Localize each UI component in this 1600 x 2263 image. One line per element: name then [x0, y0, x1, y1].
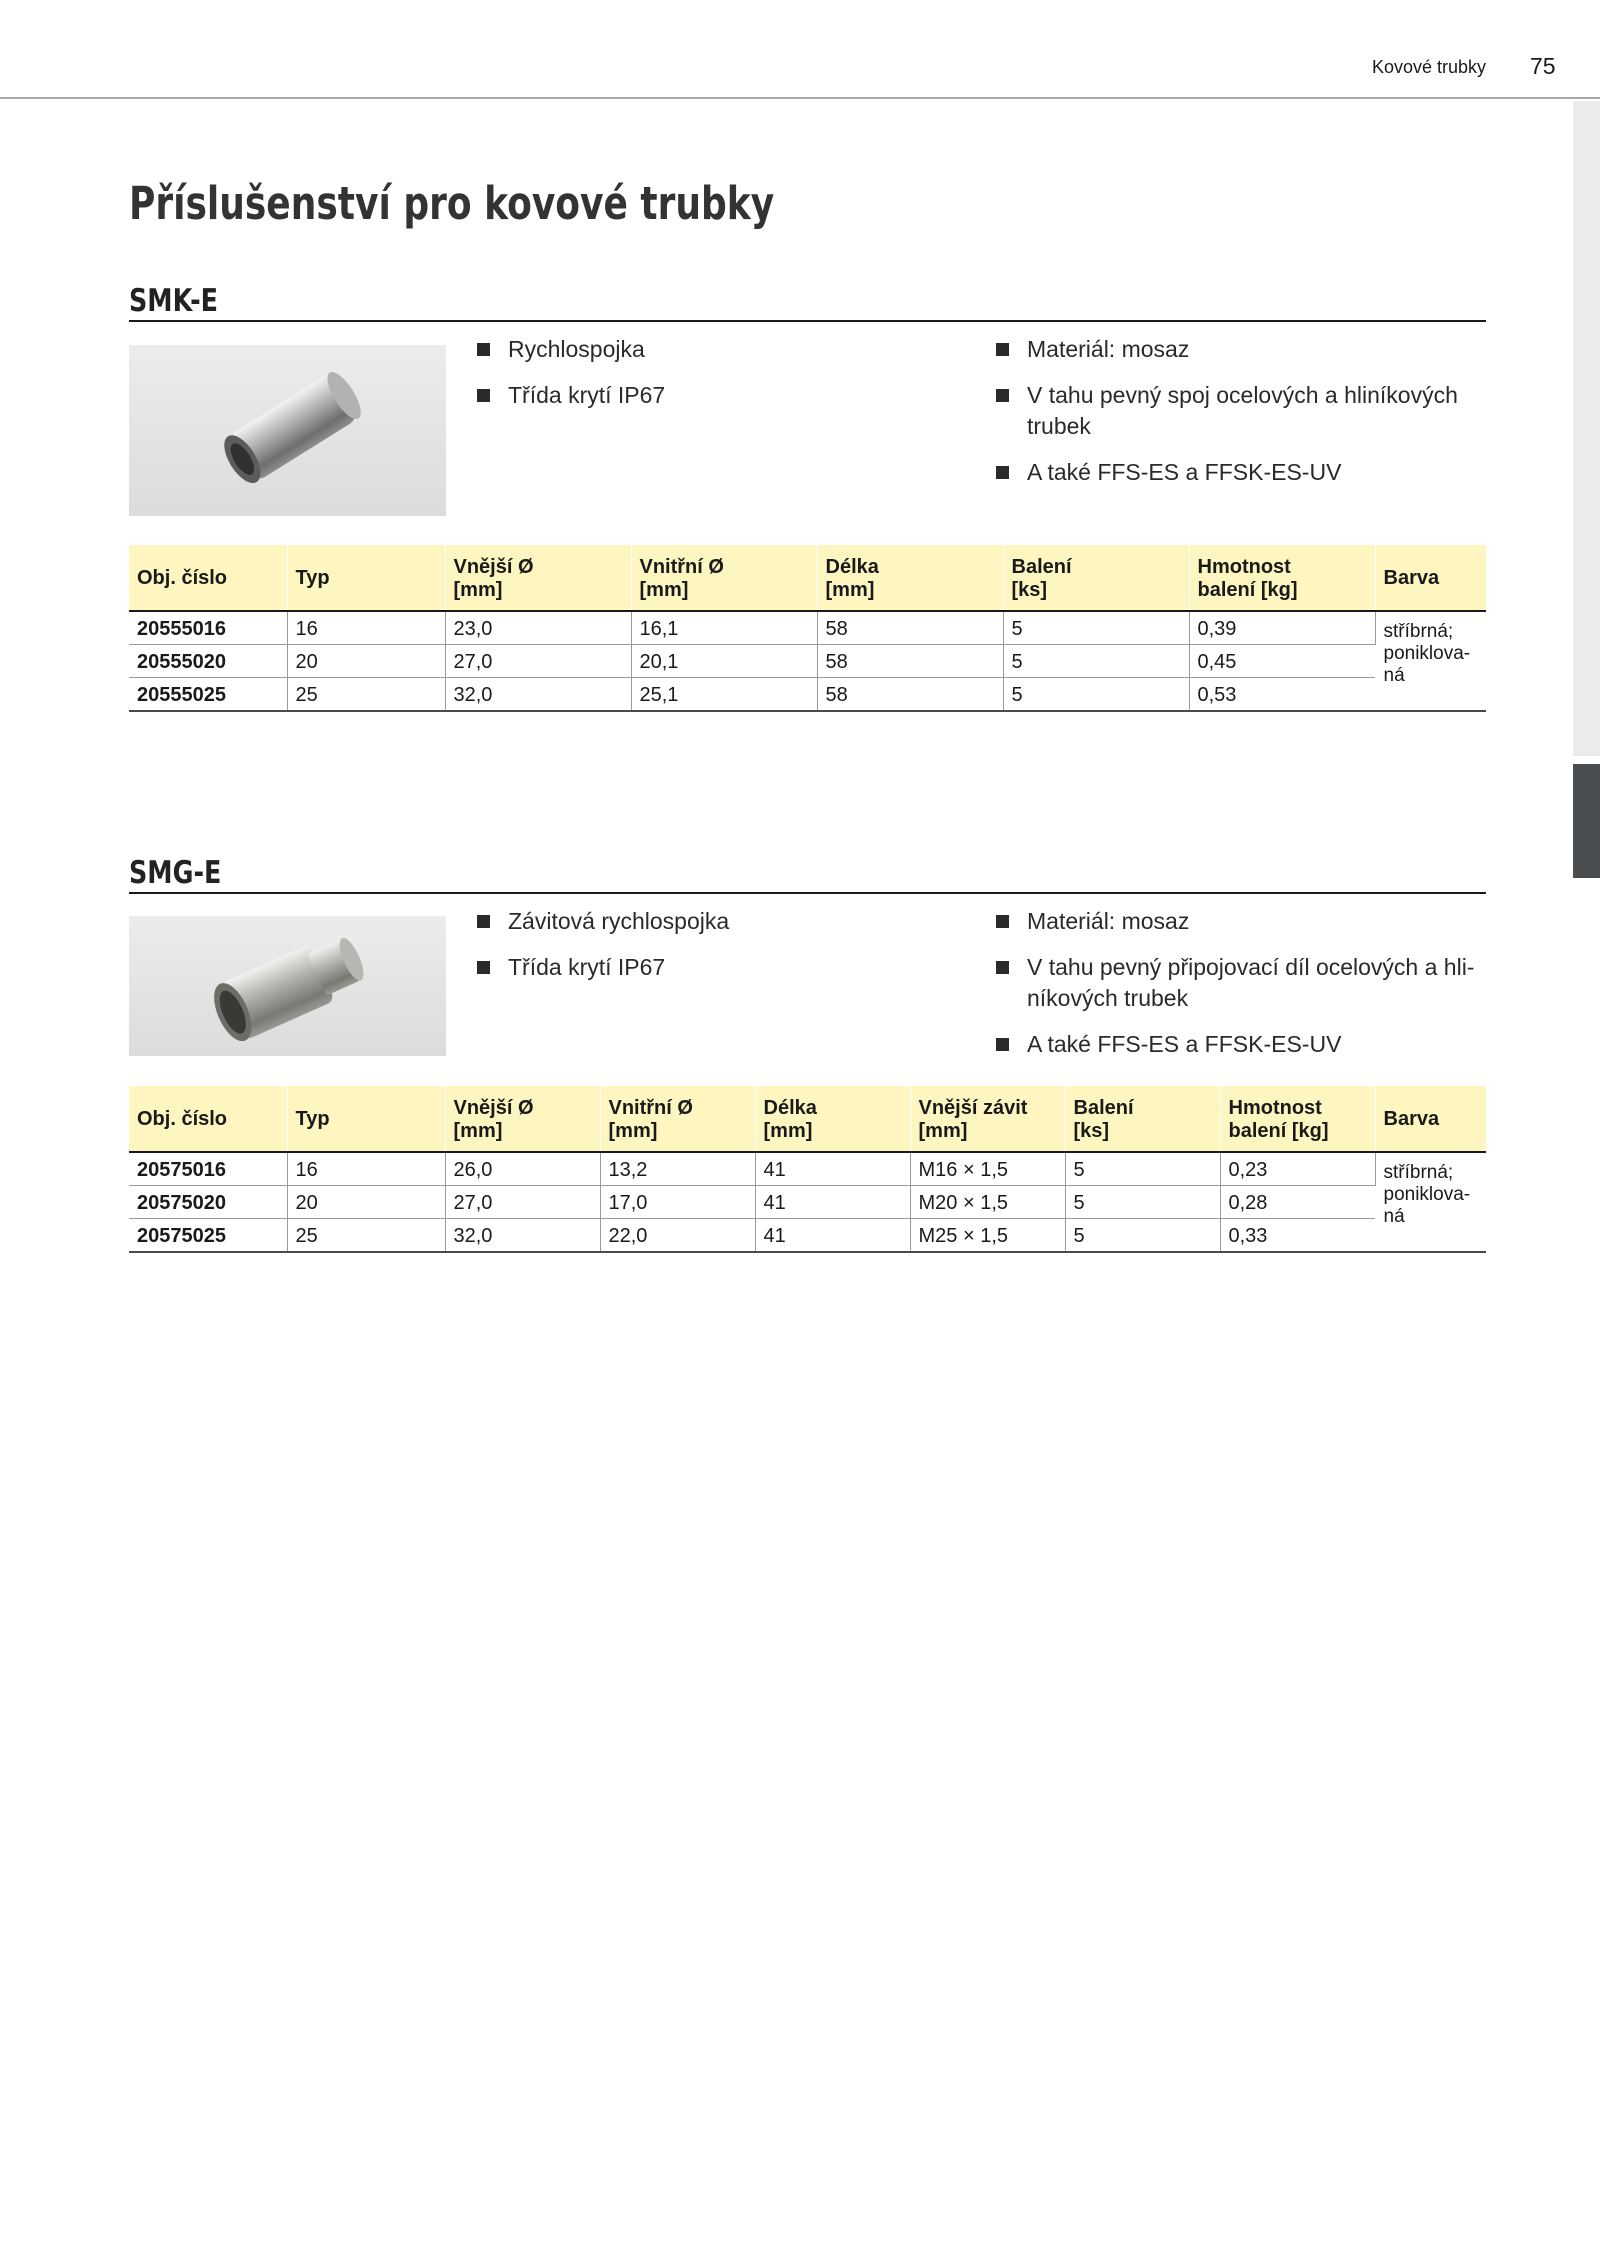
product-title-smg-e: SMG-E [129, 855, 222, 891]
table-cell: 16 [287, 1152, 445, 1186]
color-cell: stříbrná; poniklova- ná [1375, 1152, 1486, 1252]
table-header-row [129, 1086, 1486, 1152]
table-cell: 20 [287, 1186, 445, 1219]
order-number-cell: 20575016 [129, 1152, 287, 1186]
col-header: Vnější Ø [mm] [445, 545, 631, 611]
table-row [129, 678, 1486, 712]
table-cell: M20 × 1,5 [910, 1186, 1065, 1219]
table-cell: 32,0 [445, 1219, 600, 1253]
order-number-cell: 20555025 [129, 678, 287, 712]
table-cell: 58 [817, 678, 1003, 712]
section-divider [129, 892, 1486, 894]
col-header: Vnější závit [mm] [910, 1086, 1065, 1152]
square-bullet-icon [477, 961, 490, 974]
table-cell: M16 × 1,5 [910, 1152, 1065, 1186]
col-header: Vnější Ø [mm] [445, 1086, 600, 1152]
product-photo-smg-e [129, 916, 446, 1056]
side-tab-marker [1573, 764, 1600, 878]
table-cell: 25 [287, 678, 445, 712]
feature-item: Třída krytí IP67 [476, 952, 996, 983]
table-row [129, 611, 1486, 645]
feature-item: A také FFS-ES a FFSK-ES-UV [995, 457, 1491, 488]
table-cell: 5 [1065, 1219, 1220, 1253]
table-row [129, 645, 1486, 678]
col-header: Typ [287, 545, 445, 611]
table-cell: M25 × 1,5 [910, 1219, 1065, 1253]
side-tab-track [1573, 101, 1600, 756]
page-title: Příslušenství pro kovové trubky [129, 177, 775, 230]
table-cell: 41 [755, 1186, 910, 1219]
col-header: Obj. číslo [129, 545, 287, 611]
feature-item: Rychlospojka [476, 334, 996, 365]
table-cell: 5 [1003, 645, 1189, 678]
feature-item: Třída krytí IP67 [476, 380, 996, 411]
col-header: Obj. číslo [129, 1086, 287, 1152]
table-cell: 16,1 [631, 611, 817, 645]
table-cell: 32,0 [445, 678, 631, 712]
table-cell: 27,0 [445, 645, 631, 678]
col-header: Barva [1375, 545, 1486, 611]
table-row [129, 1219, 1486, 1253]
running-header-section: Kovové trubky [1371, 57, 1486, 77]
feature-item: Závitová rychlospojka [476, 906, 996, 937]
header-divider [0, 97, 1600, 99]
square-bullet-icon [996, 343, 1009, 356]
table-cell: 41 [755, 1219, 910, 1253]
table-row [129, 1152, 1486, 1186]
order-number-cell: 20575025 [129, 1219, 287, 1253]
table-cell: 0,23 [1220, 1152, 1375, 1186]
square-bullet-icon [996, 915, 1009, 928]
table-cell: 0,53 [1189, 678, 1375, 712]
table-cell: 16 [287, 611, 445, 645]
spec-table-smk-e [129, 545, 1486, 712]
col-header: Balení [ks] [1065, 1086, 1220, 1152]
order-number-cell: 20555016 [129, 611, 287, 645]
feature-item: V tahu pevný spoj ocelových a hliníkových trubek [995, 380, 1491, 442]
table-cell: 58 [817, 611, 1003, 645]
col-header: Vnitřní Ø [mm] [631, 545, 817, 611]
square-bullet-icon [996, 389, 1009, 402]
table-cell: 20,1 [631, 645, 817, 678]
table-cell: 0,28 [1220, 1186, 1375, 1219]
feature-item: A také FFS-ES a FFSK-ES-UV [995, 1029, 1491, 1060]
col-header: Délka [mm] [755, 1086, 910, 1152]
feature-item: Materiál: mosaz [995, 334, 1491, 365]
features-left-smg-e [476, 906, 996, 998]
col-header: Hmotnost balení [kg] [1220, 1086, 1375, 1152]
table-cell: 25 [287, 1219, 445, 1253]
table-cell: 0,45 [1189, 645, 1375, 678]
spec-table-smg-e [129, 1086, 1486, 1253]
table-cell: 20 [287, 645, 445, 678]
table-cell: 5 [1003, 611, 1189, 645]
order-number-cell: 20555020 [129, 645, 287, 678]
table-header-row [129, 545, 1486, 611]
features-right-smk-e [995, 334, 1491, 503]
col-header: Hmotnost balení [kg] [1189, 545, 1375, 611]
square-bullet-icon [477, 389, 490, 402]
square-bullet-icon [996, 466, 1009, 479]
square-bullet-icon [477, 343, 490, 356]
table-cell: 0,33 [1220, 1219, 1375, 1253]
table-cell: 5 [1003, 678, 1189, 712]
table-cell: 13,2 [600, 1152, 755, 1186]
features-right-smg-e [995, 906, 1491, 1075]
square-bullet-icon [996, 1038, 1009, 1051]
table-cell: 0,39 [1189, 611, 1375, 645]
feature-item: Materiál: mosaz [995, 906, 1491, 937]
table-cell: 41 [755, 1152, 910, 1186]
square-bullet-icon [996, 961, 1009, 974]
table-cell: 17,0 [600, 1186, 755, 1219]
features-left-smk-e [476, 334, 996, 426]
table-cell: 5 [1065, 1152, 1220, 1186]
table-cell: 25,1 [631, 678, 817, 712]
table-cell: 5 [1065, 1186, 1220, 1219]
table-cell: 27,0 [445, 1186, 600, 1219]
square-bullet-icon [477, 915, 490, 928]
table-cell: 58 [817, 645, 1003, 678]
table-row [129, 1186, 1486, 1219]
table-cell: 23,0 [445, 611, 631, 645]
col-header: Vnitřní Ø [mm] [600, 1086, 755, 1152]
col-header: Balení [ks] [1003, 545, 1189, 611]
order-number-cell: 20575020 [129, 1186, 287, 1219]
col-header: Barva [1375, 1086, 1486, 1152]
page-number: 75 [1530, 53, 1556, 79]
section-divider [129, 320, 1486, 322]
product-title-smk-e: SMK-E [129, 283, 219, 319]
col-header: Délka [mm] [817, 545, 1003, 611]
table-cell: 22,0 [600, 1219, 755, 1253]
feature-item: V tahu pevný připojovací díl ocelových a hli-níkových trubek [995, 952, 1491, 1014]
col-header: Typ [287, 1086, 445, 1152]
product-photo-smk-e [129, 345, 446, 516]
table-cell: 26,0 [445, 1152, 600, 1186]
color-cell: stříbrná; poniklova- ná [1375, 611, 1486, 711]
